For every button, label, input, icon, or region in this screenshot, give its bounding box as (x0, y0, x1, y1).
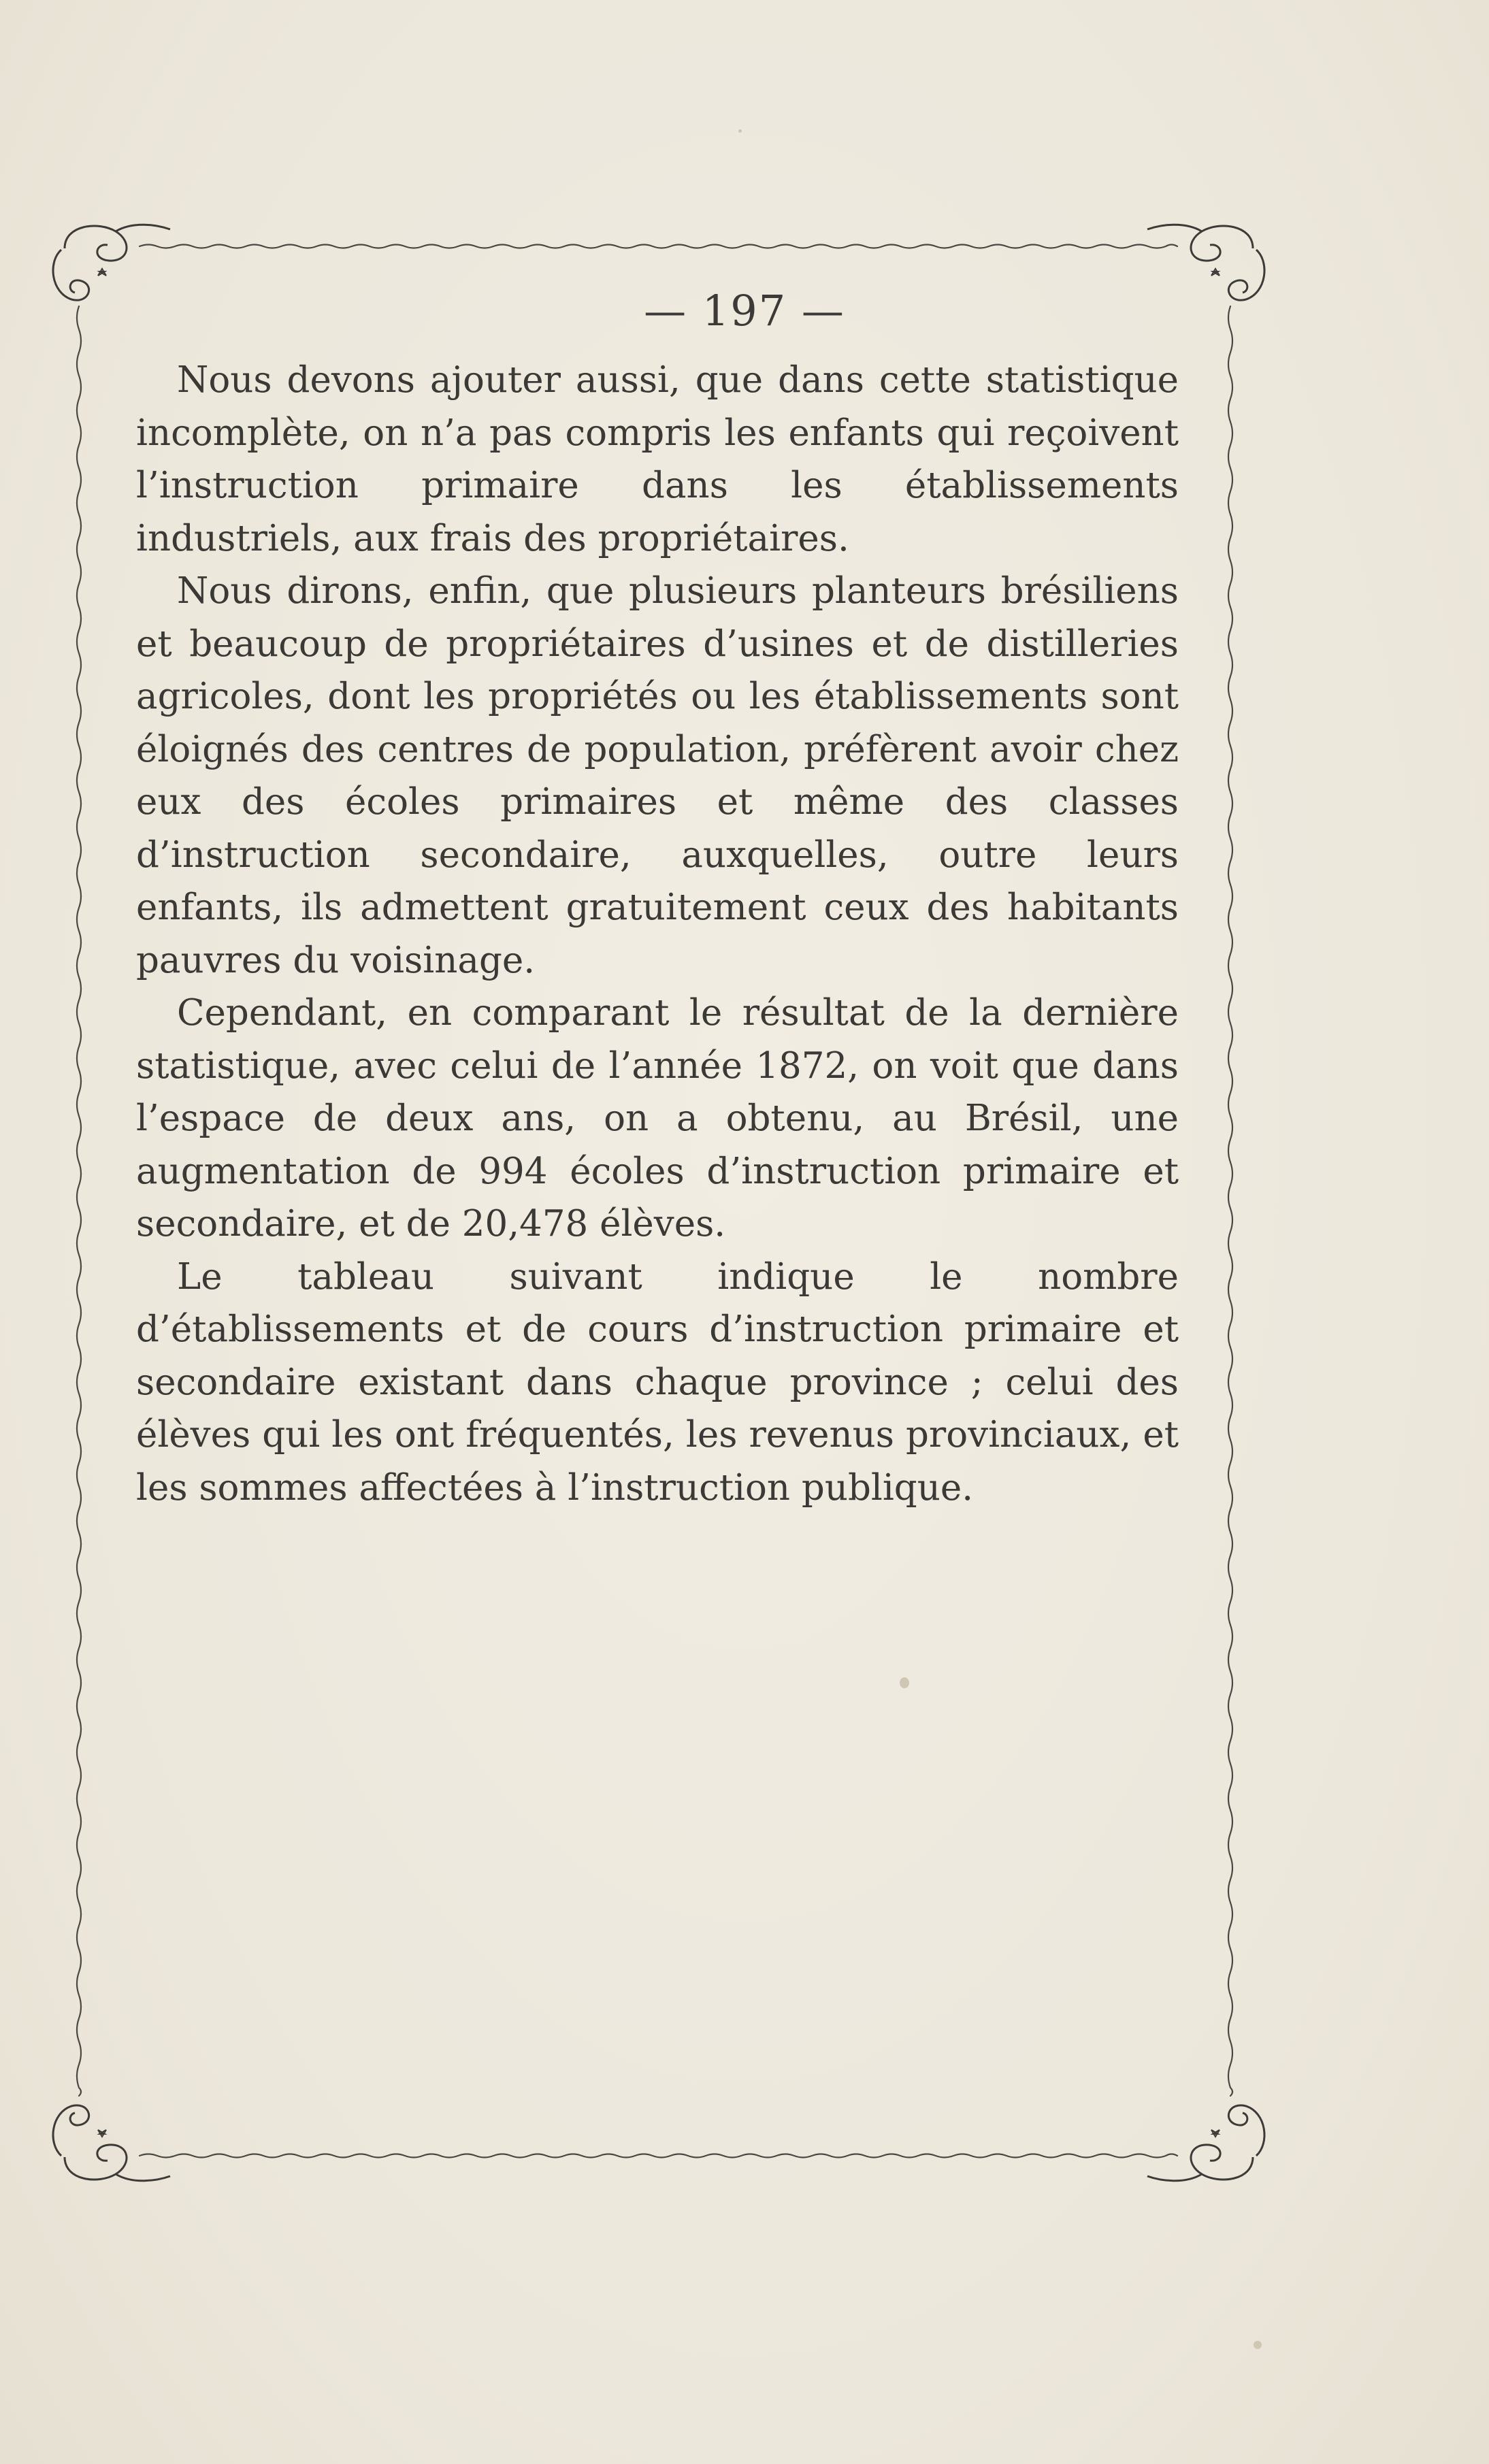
wavy-border-bottom (140, 2154, 1177, 2158)
paper-speck (900, 1677, 909, 1688)
paragraph: Le tableau suivant indique le nombre d’établissements et de cours d’instruction primaire et secondaire existant dans chaque province ; celui des élèves qui les ont fréquentés, les revenus provinciaux, et les sommes affectées à l’instruction publique. (136, 1255, 1179, 1509)
paper-speck (738, 129, 742, 133)
paper-speck (1254, 2341, 1262, 2349)
wavy-border-right (1228, 306, 1232, 2096)
page-number: — 197 — (644, 286, 845, 335)
wavy-border-left (77, 306, 81, 2096)
wavy-border-top (140, 245, 1177, 248)
paragraph: Nous devons ajouter aussi, que dans cette statistique incomplète, on n’a pas compris les enfants qui reçoivent l’instruction primaire dans les établissements industriels, aux frais des propriétaires. (136, 359, 1179, 559)
corner-ornament-bottom-left-icon (53, 2105, 170, 2181)
corner-ornament-bottom-right-icon (1147, 2105, 1264, 2181)
paragraph: Nous dirons, enfin, que plusieurs planteurs brésiliens et beaucoup de propriétaires d’usines et de distilleries agricoles, dont les propriétés ou les établissements sont éloignés des centres de population, préfèrent avoir chez eux des écoles primaires et même des classes d’instruction secondaire, auxquelles, outre leurs enfants, ils admettent gratuitement ceux des habitants pauvres du voisinage. (136, 570, 1179, 981)
paragraph: Cependant, en comparant le résultat de la dernière statistique, avec celui de l’année 1872, on voit que dans l’espace de deux ans, on a obtenu, au Brésil, une augmentation de 994 écoles d’instruction primaire et secondaire, et de 20,478 élèves. (136, 992, 1179, 1245)
body-text (136, 354, 1179, 1514)
